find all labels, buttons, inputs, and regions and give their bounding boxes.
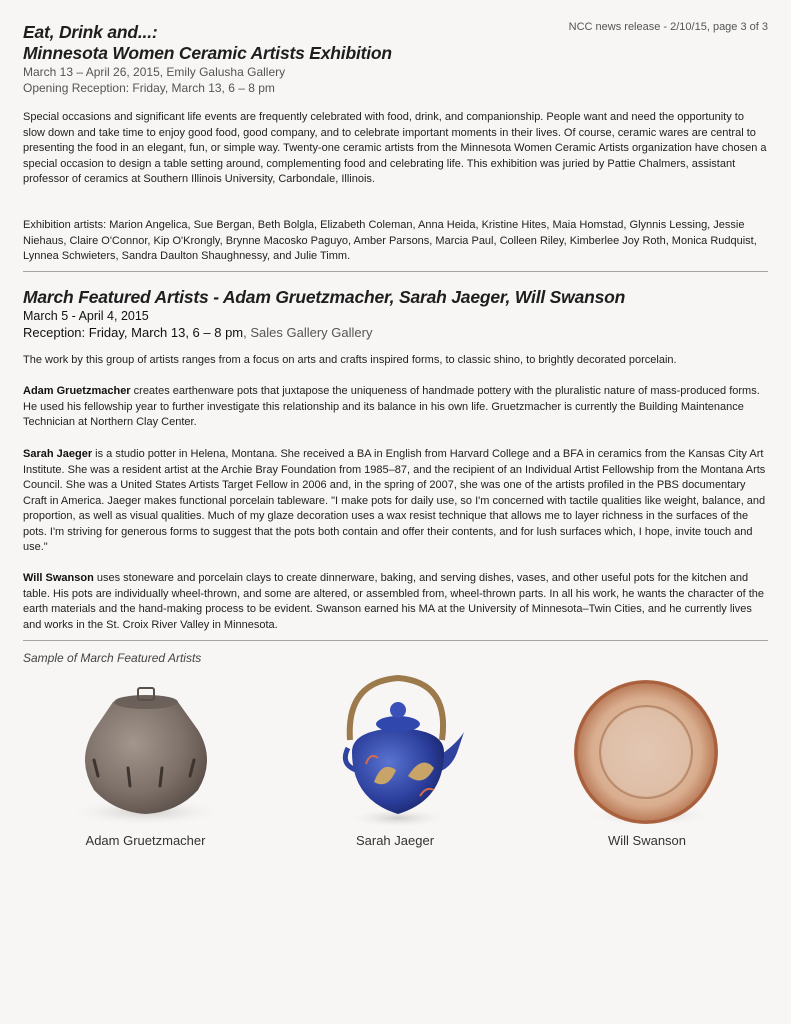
sample-label: Sample of March Featured Artists xyxy=(23,651,202,665)
sarah-paragraph xyxy=(23,447,768,556)
divider-1 xyxy=(23,271,768,272)
caption-adam: Adam Gruetzmacher xyxy=(85,833,206,848)
featured-reception xyxy=(23,324,768,341)
divider-2 xyxy=(23,640,768,641)
sarah-name: Sarah Jaeger xyxy=(23,448,93,460)
adam-paragraph xyxy=(23,384,768,431)
exhibition-dates: March 13 – April 26, 2015, Emily Galusha Gallery xyxy=(23,65,286,79)
section-featured-artists xyxy=(23,287,768,341)
will-name: Will Swanson xyxy=(23,572,94,584)
featured-intro: The work by this group of artists ranges from a focus on arts and crafts inspired forms, to classic shino, to brightly decorated porcelain. xyxy=(23,354,677,366)
will-text: uses stoneware and porcelain clays to create dinnerware, baking, and serving dishes, vases, and other useful pots for the kitchen and table. His pots are individually wheel-thrown, and some are altered, or assembled from, wheel-thrown parts. In all his work, he wants the character of the earth materials and the hand-making process to be evident. Swanson earned his MA at the University of Minnesota–Twin Cities, and he currently lives and works in the St. Croix River Valley in Minnesota. xyxy=(23,572,765,631)
featured-gallery: , Sales Gallery Gallery xyxy=(243,325,373,340)
exhibition-title-line2: Minnesota Women Ceramic Artists Exhibition xyxy=(23,43,392,63)
exhibition-artists: Exhibition artists: Marion Angelica, Sue Bergan, Beth Bolgla, Elizabeth Coleman, Anna Heida, Kristine Hites, Maia Homstad, Glynnis Lessing, Jessie Niehaus, Claire O'Connor, Kip O'Krongly, Brynne Macosko Paguyo, Amber Parsons, Marcia Paul, Colleen Riley, Kimberlee Joy Roth, Monica Rudquist, Lynnea Schwieters, Sandra Daulton Shaughnessy, and Julie Timm. xyxy=(23,219,757,262)
adam-text: creates earthenware pots that juxtapose the uniqueness of handmade pottery with the pluralistic nature of mass-produced forms. He used his fellowship year to further investigate this relationship and its balance in his own life. Gruetzmacher is currently the Building Maintenance Technician at Northern Clay Center. xyxy=(23,385,760,428)
sarah-teapot-image xyxy=(330,672,470,830)
featured-reception-time: Reception: Friday, March 13, 6 – 8 pm xyxy=(23,325,244,340)
featured-dates: March 5 - April 4, 2015 xyxy=(23,309,149,323)
will-plate-image xyxy=(572,680,724,830)
exhibition-reception: Opening Reception: Friday, March 13, 6 – 8 pm xyxy=(23,81,275,95)
sarah-text: is a studio potter in Helena, Montana. She received a BA in English from Harvard College and a BFA in ceramics from the Kansas City Art Institute. She was a resident artist at the Archie Bray Foundation from 1985–87, and the recipient of an Individual Artist Fellowship from the Montana Arts Council. She was a United States Artists Target Fellow in 2006 and, in the spring of 2007, she was one of the artists profiled in the PBS documentary Craft in America. Jaeger makes functional porcelain tableware. "I make pots for daily use, so I'm concerned with tactile qualities like weight, balance, and proportion, as well as visual qualities. Much of my glaze decoration uses a wax resist technique that allows me to layer richness in the surfaces of the pots. I'm striving for generous forms to suggest that the pots both contain and offer their contents, and for lush surfaces which, I hope, invite touch and use." xyxy=(23,448,766,553)
caption-will: Will Swanson xyxy=(607,833,687,848)
caption-sarah: Sarah Jaeger xyxy=(355,833,435,848)
release-note: NCC news release - 2/10/15, page 3 of 3 xyxy=(568,21,768,33)
featured-title: March Featured Artists - Adam Gruetzmacher, Sarah Jaeger, Will Swanson xyxy=(23,287,626,307)
will-paragraph xyxy=(23,571,768,633)
section-eat-drink xyxy=(23,22,768,96)
adam-pot-image xyxy=(58,680,233,830)
exhibition-description: Special occasions and significant life events are frequently celebrated with food, drink, and companionship. People want and need the opportunity to slow down and take time to enjoy good food, good company, and to celebrate important moments in their lives. Of course, ceramic wares are central to presenting the food in an elegant, fun, or simple way. Twenty-one ceramic artists from the Minnesota Women Ceramic Artists organization have chosen a special occasion to design a table setting around, complementing food and celebrating life. This exhibition was juried by Pattie Chalmers, assistant professor of ceramics at Southern Illinois University, Carbondale, Illinois. xyxy=(23,111,767,185)
exhibition-title-line1: Eat, Drink and...: xyxy=(23,22,158,42)
adam-name: Adam Gruetzmacher xyxy=(23,385,131,397)
